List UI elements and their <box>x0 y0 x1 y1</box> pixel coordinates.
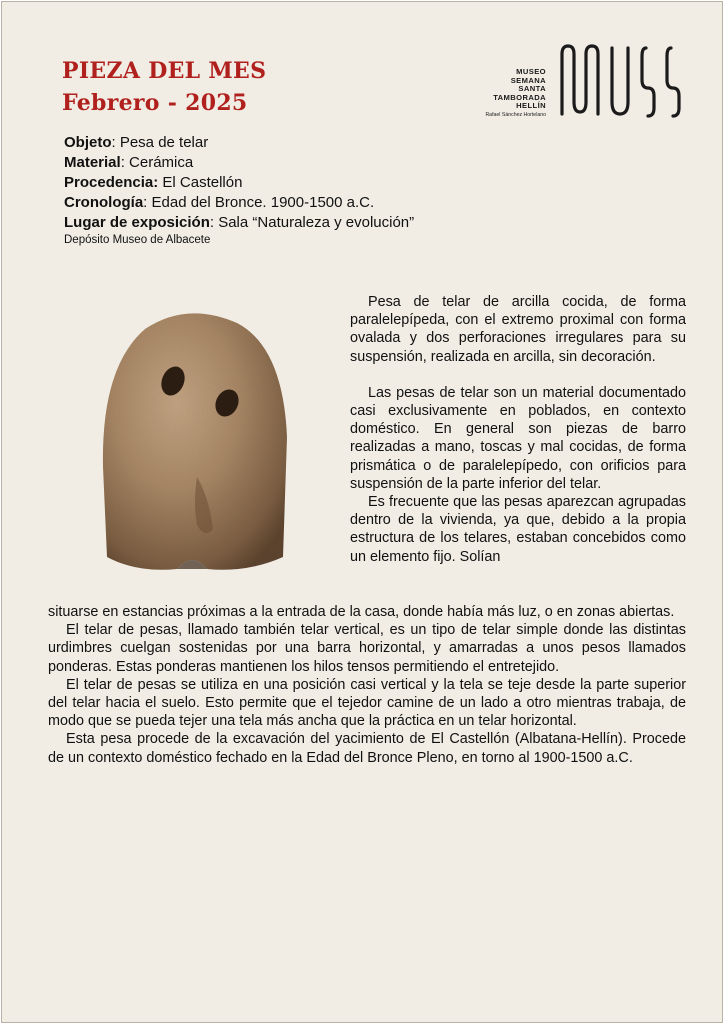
logo-line: SEMANA <box>510 75 546 85</box>
document-page <box>1 1 723 1023</box>
paragraph-vertical-loom: El telar de pesas, llamado también telar vertical, es un tipo de telar simple donde las distintas urdimbres cuelgan sostenidas por una barra horizontal, y amarradas a unos pesos llamados ponderas. Estas ponderas mantienen los hilos tensos permitiendo el entretejido. <box>48 622 686 675</box>
page-date: Febrero - 2025 <box>62 90 248 116</box>
paragraph-loom-use: El telar de pesas se utiliza en una posición casi vertical y la tela se teje desde la parte superior del telar hacia el suelo. Esto permite que el tejedor camine de un lado a otro mientras trabaja, de modo que se pueda tejer una tela más ancha que la práctica en un telar horizontal. <box>48 676 686 730</box>
intro-column <box>350 293 686 566</box>
detail-material: Material: Cerámica <box>64 154 194 171</box>
detail-deposito: Depósito Museo de Albacete <box>64 234 211 246</box>
object-details <box>64 133 414 248</box>
detail-lugar: Lugar de exposición: Sala “Naturaleza y evolución” <box>64 214 415 231</box>
logo-subtitle: Rafael Sánchez Hortelano <box>485 112 546 118</box>
full-width-text <box>48 603 686 767</box>
paragraph-grouping: Es frecuente que las pesas aparezcan agrupadas dentro de la vivienda, ya que, debido a la propia estructura de los telares, estaban concebidos como un elemento fijo. Solían <box>350 494 686 565</box>
page-title: PIEZA DEL MES <box>62 58 267 84</box>
logo-line: TAMBORADA <box>493 92 546 102</box>
detail-objeto: Objeto: Pesa de telar <box>64 134 209 151</box>
paragraph-context: Las pesas de telar son un material documentado casi exclusivamente en poblados, en contexto doméstico. En general son piezas de barro realizadas a mano, toscas y mal cocidas, de forma prismática o de paralelepípedo, con orificios para suspensión de la parte inferior del telar. <box>350 384 686 492</box>
paragraph-grouping-continued: situarse en estancias próximas a la entrada de la casa, donde había más luz, o en zonas abiertas. <box>48 604 675 620</box>
logo-line: MUSEO <box>516 67 546 76</box>
loom-weight-photo <box>97 307 297 579</box>
detail-cronologia: Cronología: Edad del Bronce. 1900-1500 a.C. <box>64 194 375 211</box>
logo-text <box>493 68 546 111</box>
paragraph-provenance: Esta pesa procede de la excavación del yacimiento de El Castellón (Albatana-Hellín). Procede de un contexto doméstico fechado en la Edad del Bronce Pleno, en torno al 1900-1500 a.C. <box>48 731 686 766</box>
paragraph-description: Pesa de telar de arcilla cocida, de forma paralelepípeda, con el extremo proximal con forma ovalada y dos perforaciones irregulares para su suspensión, realizada en arcilla, sin decoración. <box>350 294 686 365</box>
detail-procedencia: Procedencia: El Castellón <box>64 174 243 191</box>
muss-logo-mark <box>556 42 686 122</box>
museum-logo <box>486 42 686 122</box>
logo-line: SANTA <box>518 84 546 94</box>
logo-line: HELLÍN <box>516 101 546 111</box>
